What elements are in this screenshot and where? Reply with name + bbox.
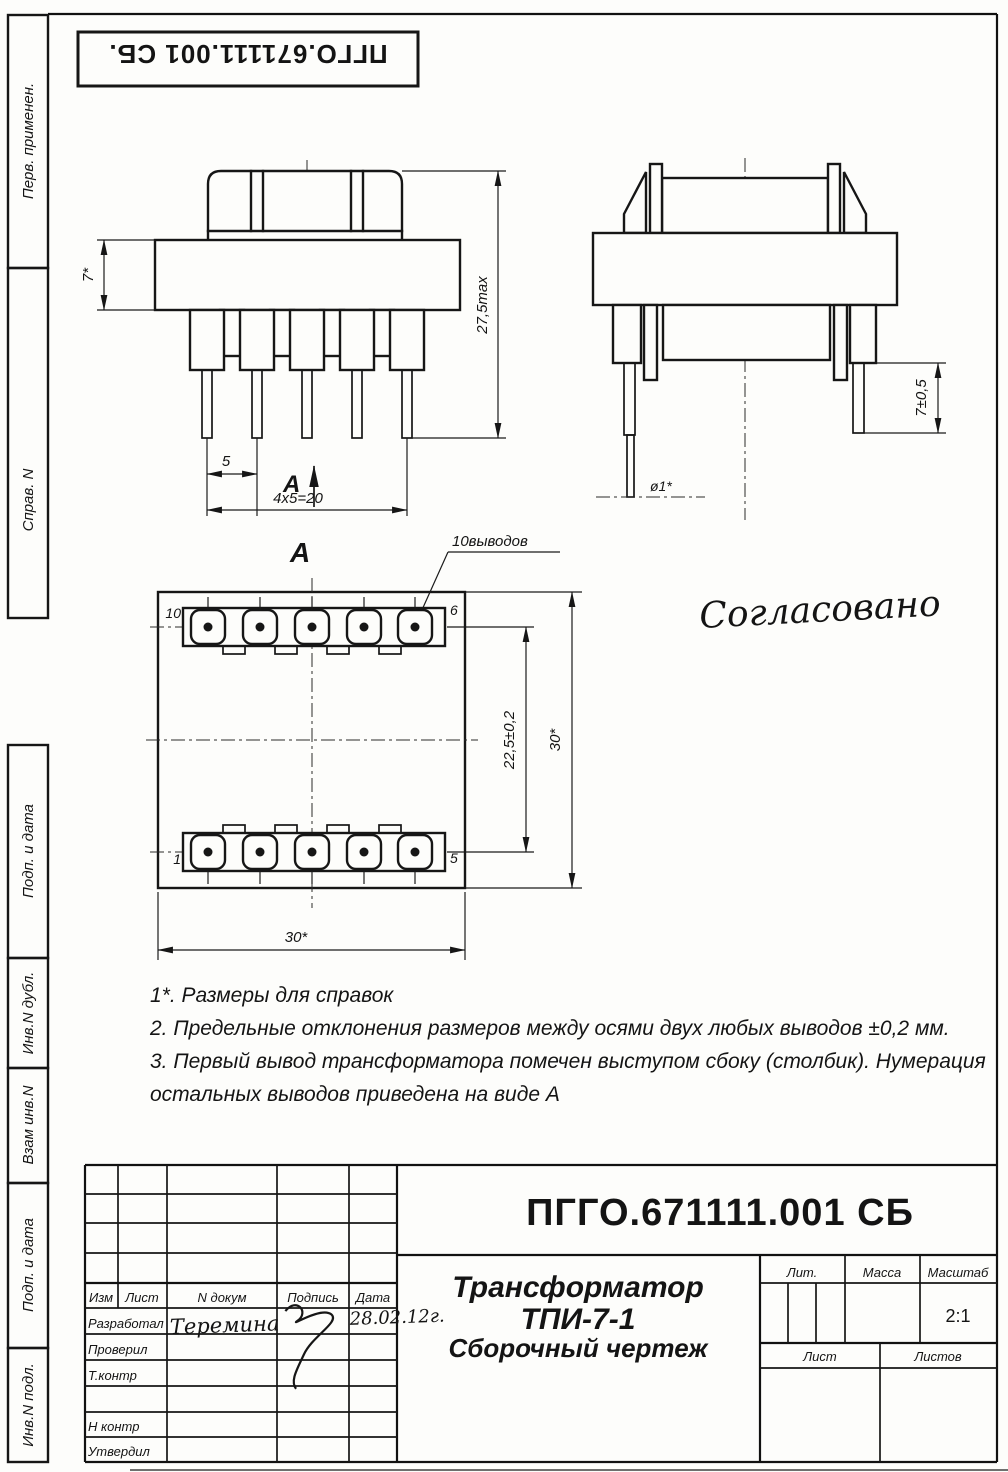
cell-header-masshtab: Масштаб [927,1265,989,1280]
view-a-dim-row-spacing [447,627,534,852]
dim-275max-label: 27,5max [474,276,491,334]
view-a-dim-width [158,892,465,960]
pin-number-5: 5 [450,850,458,866]
view-a-bottom-pin-row [183,825,445,884]
row-label-razrabotal: Разработал [88,1316,164,1331]
handwritten-entries [169,1300,447,1393]
dim-225-label: 22,5±0,2 [501,710,518,770]
row-label-proveril: Проверил [88,1342,148,1357]
notes-block [149,984,986,1106]
margin-label-sprav-n: Справ. N [20,468,37,532]
row-label-t-kontr: Т.контр [88,1368,137,1383]
margin-label-podp-i-data-2: Подп. и дата [20,1218,37,1312]
col-header-list: Лист [125,1290,159,1305]
margin-label-inv-n-dubl: Инв.N дубл. [20,971,37,1055]
margin-label-inv-n-podl: Инв.N подл. [20,1363,37,1447]
col-header-izm: Изм [88,1290,114,1305]
approved-handwriting: Согласовано [698,583,942,637]
doc-type: Сборочный чертеж [448,1333,708,1363]
margin-column [8,15,48,1462]
row-label-utverdil: Утвердил [88,1444,150,1459]
margin-label-vzam-inv-n: Взам инв.N [20,1085,37,1165]
cell-header-lit: Лит. [786,1265,818,1280]
dim-30v-label: 30* [547,728,564,752]
dim-30h-label: 30* [284,929,308,946]
col-header-podpis: Подпись [287,1290,339,1305]
cell-header-list: Лист [803,1349,837,1364]
top-stamp-doc-number: ПГГО.671111.001 СБ. [108,39,388,70]
col-header-data: Дата [355,1290,391,1305]
view-arrow-label: А [283,471,301,498]
note-line-1: 1*. Размеры для справок [150,984,394,1007]
front-view-dim-flange-height [80,240,155,310]
view-a-top-pin-row [183,597,445,654]
cell-header-listov: Листов [914,1349,962,1364]
leader-10-pins-label: 10выводов [452,533,528,550]
title-block-texts [87,1192,989,1459]
note-line-3: 3. Первый вывод трансформатора помечен выступом сбоку (столбик). Нумерация [150,1050,986,1073]
pin-number-6: 6 [450,602,458,618]
product-model: ТПИ-7-1 [520,1303,636,1336]
cell-header-massa: Масса [862,1265,902,1280]
col-header-n-dokum: N докум [197,1290,247,1305]
margin-label-perv-primenen: Перв. применен. [20,82,37,200]
scale-value: 2:1 [945,1306,971,1326]
front-view-pin-bosses [190,310,424,438]
view-a-title: А [290,537,311,568]
pin-number-1: 1 [173,851,181,867]
note-line-2: 2. Предельные отклонения размеров между осями двух любых выводов ±0,2 мм. [150,1017,950,1040]
razrabotal-signature [285,1304,335,1389]
note-line-4: остальных выводов приведена на виде А [150,1083,560,1106]
dim-4x5-label: 4x5=20 [273,490,323,507]
dim-7-label: 7* [80,267,97,283]
razrabotal-date-handwriting: 28.02.12г. [349,1305,445,1330]
top-stamp [78,32,418,86]
product-name: Трансформатор [452,1271,704,1304]
dim-7-05-label: 7±0,5 [913,379,930,417]
razrabotal-name-handwriting: Теремина [169,1311,280,1340]
title-doc-number: ПГГО.671111.001 СБ [526,1192,914,1234]
pin-number-10: 10 [165,605,181,621]
view-a-dim-height [465,592,582,888]
side-view [593,158,946,520]
front-view [80,160,506,516]
side-view-dim-pin-length [864,363,946,433]
dim-dia1-label: ø1* [650,478,672,494]
margin-label-podp-i-data-1: Подп. и дата [20,804,37,898]
view-a [146,533,582,960]
front-view-dim-pins [207,438,407,516]
row-label-n-kontr: Н контр [88,1419,140,1434]
dim-5-label: 5 [221,453,231,470]
